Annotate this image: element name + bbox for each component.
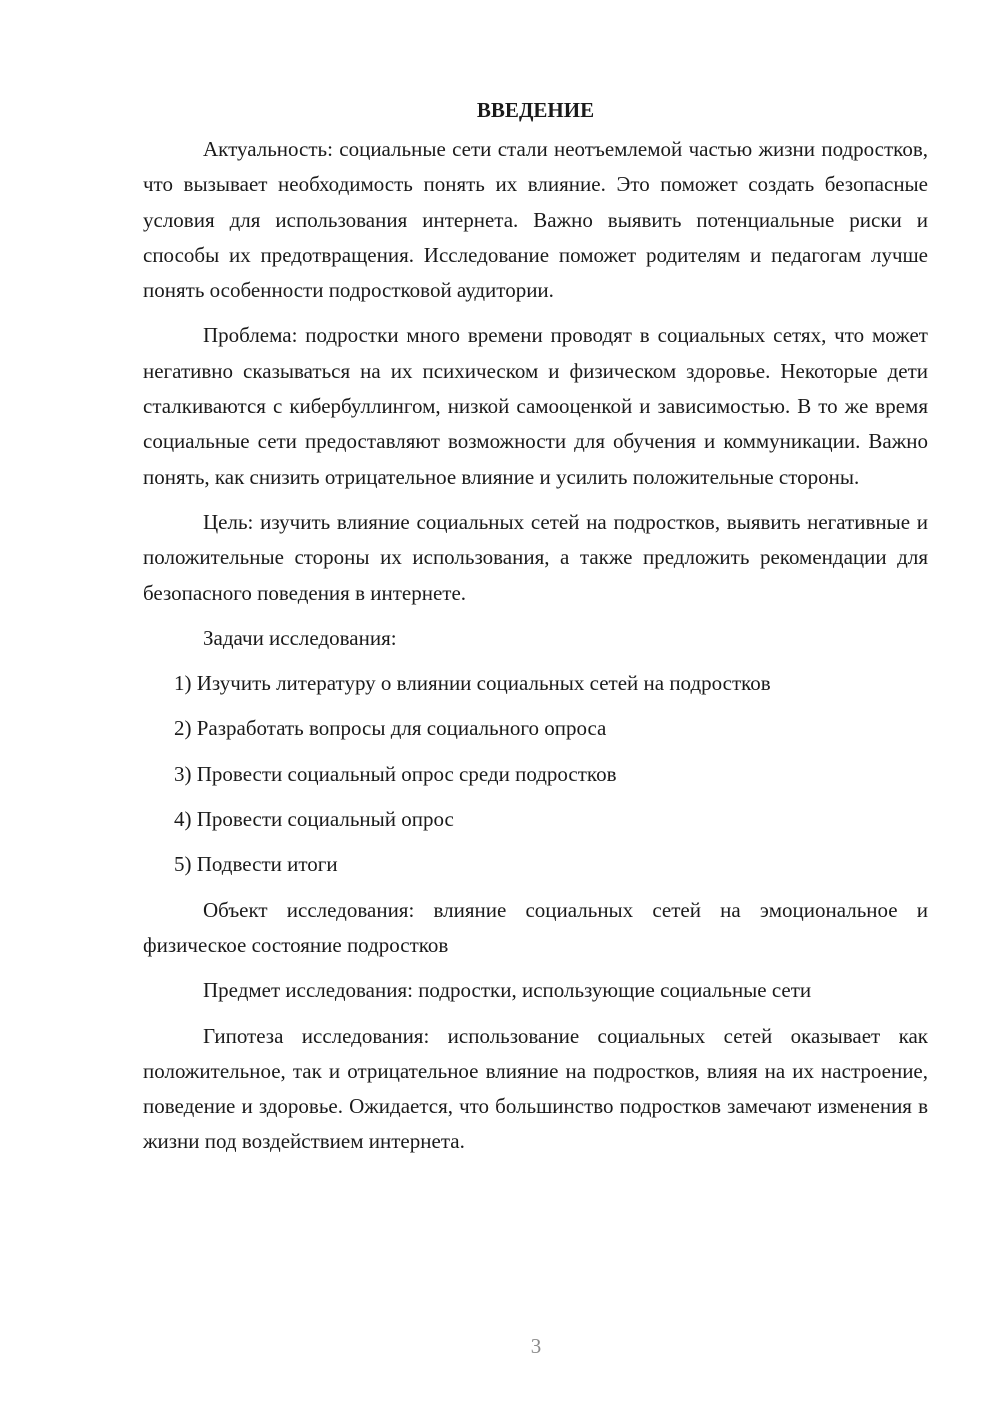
tasks-heading: Задачи исследования:: [203, 625, 397, 650]
tasks-list: [143, 666, 928, 882]
goal-paragraph: Цель: изучить влияние социальных сетей на подростков, выявить негативные и положительные стороны их использования, а также предложить рекомендации для безопасного поведения в интернете.: [143, 509, 928, 605]
document-page: [143, 92, 928, 1170]
problem-paragraph: Проблема: подростки много времени проводят в социальных сетях, что может негативно сказываться на их психическом и физическом здоровье. Некоторые дети сталкиваются с кибербуллингом, низкой самооценкой и зависимостью. В то же время социальные сети предоставляют возможности для обучения и коммуникации. Важно понять, как снизить отрицательное влияние и усилить положительные стороны.: [143, 323, 928, 489]
hypothesis-paragraph: Гипотеза исследования: использование социальных сетей оказывает как положительное, так и отрицательное влияние на подростков, влияя на их настроение, поведение и здоровье. Ожидается, что большинство подростков замечают изменения в жизни под воздействием интернета.: [143, 1023, 928, 1154]
object-paragraph: Объект исследования: влияние социальных сетей на эмоциональное и физическое состояние подростков: [143, 897, 928, 957]
page-title: ВВЕДЕНИЕ: [476, 98, 595, 122]
list-item: 2) Разработать вопросы для социального опроса: [174, 716, 607, 741]
list-item: 4) Провести социальный опрос: [174, 807, 454, 832]
list-item: 3) Провести социальный опрос среди подростков: [174, 761, 617, 786]
list-item: 5) Подвести итоги: [174, 852, 338, 877]
relevance-paragraph: Актуальность: социальные сети стали неотъемлемой частью жизни подростков, что вызывает необходимость понять их влияние. Это поможет создать безопасные условия для использования интернета. Важно выявить потенциальные риски и способы их предотвращения. Исследование поможет родителям и педагогам лучше понять особенности подростковой аудитории.: [143, 137, 928, 303]
page-number: 3: [530, 1334, 542, 1358]
subject-paragraph: Предмет исследования: подростки, использующие социальные сети: [203, 978, 812, 1003]
list-item: 1) Изучить литературу о влиянии социальных сетей на подростков: [174, 671, 771, 696]
